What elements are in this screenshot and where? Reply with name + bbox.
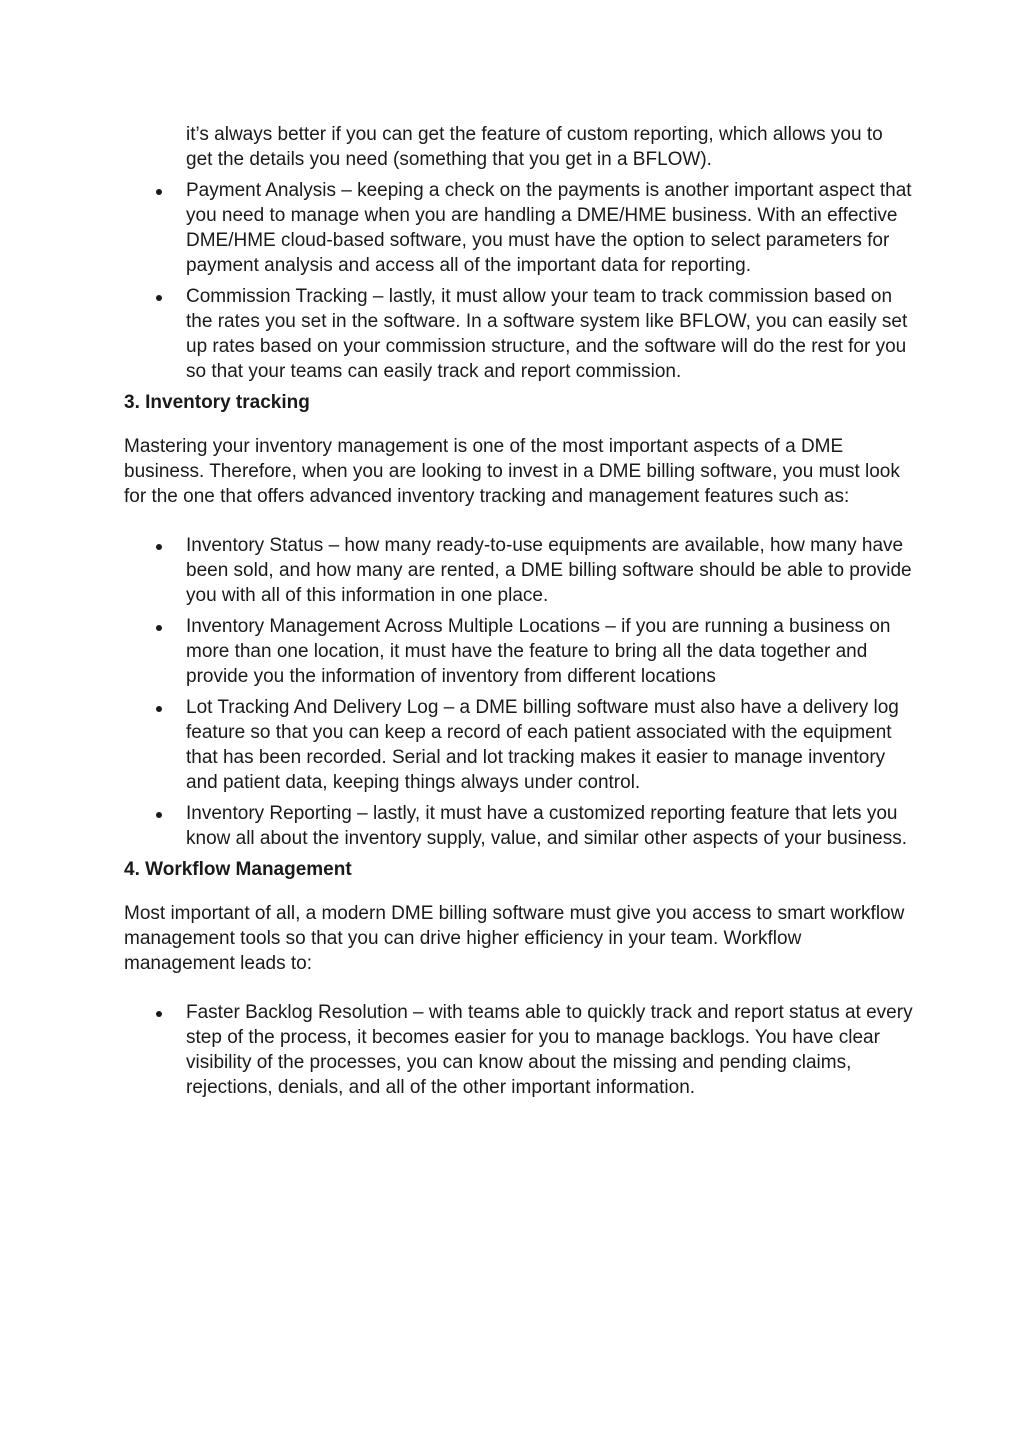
reporting-bullet-list bbox=[124, 178, 914, 384]
section-paragraph-inventory: Mastering your inventory management is one of the most important aspects of a DME business. Therefore, when you are looking to invest in a DME billing software, you must look for the one that offers advanced inventory tracking and management features such as: bbox=[124, 436, 900, 507]
list-item: Lot Tracking And Delivery Log – a DME billing software must also have a delivery log feature so that you can keep a record of each patient associated with the equipment that has been recorded. Serial and lot tracking makes it easier to manage inventory and patient data, keeping things always under control. bbox=[124, 695, 914, 795]
list-item: Payment Analysis – keeping a check on the payments is another important aspect that you need to manage when you are handling a DME/HME business. With an effective DME/HME cloud-based software, you must have the option to select parameters for payment analysis and access all of the important data for reporting. bbox=[124, 178, 914, 278]
list-item: Commission Tracking – lastly, it must allow your team to track commission based on the rates you set in the software. In a software system like BFLOW, you can easily set up rates based on your commission structure, and the software will do the rest for you so that your teams can easily track and report commission. bbox=[124, 284, 914, 384]
list-item: Inventory Management Across Multiple Locations – if you are running a business on more than one location, it must have the feature to bring all the data together and provide you the information of inventory from different locations bbox=[124, 614, 914, 689]
list-item: Faster Backlog Resolution – with teams able to quickly track and report status at every step of the process, it becomes easier for you to manage backlogs. You have clear visibility of the processes, you can know about the missing and pending claims, rejections, denials, and all of the other important information. bbox=[124, 1000, 914, 1100]
workflow-bullet-list bbox=[124, 1000, 914, 1100]
list-item: Inventory Status – how many ready-to-use equipments are available, how many have been sold, and how many are rented, a DME billing software should be able to provide you with all of this information in one place. bbox=[124, 533, 914, 608]
section-heading-inventory-tracking: 3. Inventory tracking bbox=[124, 392, 310, 413]
section-heading-workflow-management: 4. Workflow Management bbox=[124, 859, 352, 880]
list-item: Inventory Reporting – lastly, it must have a customized reporting feature that lets you know all about the inventory supply, value, and similar other aspects of your business. bbox=[124, 801, 914, 851]
section-paragraph-workflow: Most important of all, a modern DME billing software must give you access to smart workflow management tools so that you can drive higher efficiency in your team. Workflow management leads to: bbox=[124, 903, 905, 974]
intro-continuation: it’s always better if you can get the feature of custom reporting, which allows you to get the details you need (something that you get in a BFLOW). bbox=[186, 124, 883, 170]
document-page bbox=[124, 122, 914, 1106]
inventory-bullet-list bbox=[124, 533, 914, 851]
